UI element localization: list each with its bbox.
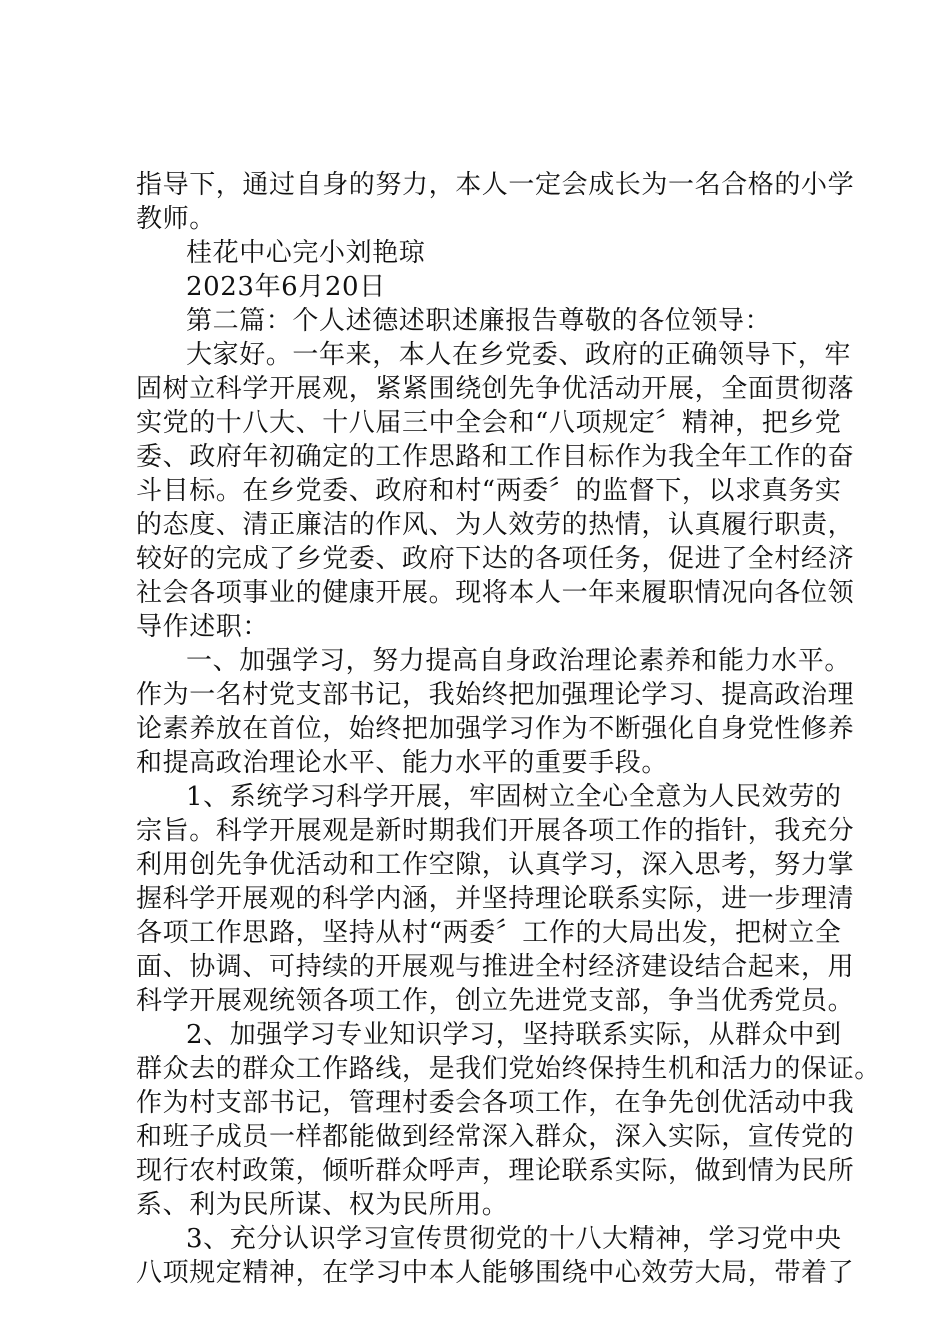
text-line: 宗旨。科学开展观是新时期我们开展各项工作的指针，我充分 [136, 816, 855, 846]
date-line: 2023年6月20日 [186, 272, 386, 302]
document-page-tail [136, 1222, 855, 1342]
text-line: 导作述职： [136, 612, 270, 642]
text-line: 斗目标。在乡党委、政府和村“两委〞的监督下，以求真务实 [136, 476, 842, 506]
text-line: 一、加强学习，努力提高自身政治理论素养和能力水平。 [186, 646, 852, 676]
text-line: 现行农村政策，倾听群众呼声，理论联系实际，做到情为民所 [136, 1156, 855, 1186]
text-line: 社会各项事业的健康开展。现将本人一年来履职情况向各位领 [136, 578, 855, 608]
text-line: 系、利为民所谋、权为民所用。 [136, 1190, 509, 1220]
document-page [136, 168, 881, 1220]
text-line: 八项规定精神，在学习中本人能够围绕中心效劳大局，带着了 [136, 1258, 855, 1288]
text-line: 委、政府年初确定的工作思路和工作目标作为我全年工作的奋 [136, 442, 855, 472]
text-line: 和提高政治理论水平、能力水平的重要手段。 [136, 748, 669, 778]
text-line: 作为村支部书记，管理村委会各项工作，在争先创优活动中我 [136, 1088, 855, 1118]
section-heading: 第二篇：个人述德述职述廉报告尊敬的各位领导： [186, 306, 772, 336]
text-line: 固树立科学开展观，紧紧围绕创先争优活动开展，全面贯彻落 [136, 374, 855, 404]
text-line: 的态度、清正廉洁的作风、为人效劳的热情，认真履行职责， [136, 510, 855, 540]
text-line: 利用创先争优活动和工作空隙，认真学习，深入思考，努力掌 [136, 850, 855, 880]
text-line: 和班子成员一样都能做到经常深入群众，深入实际，宣传党的 [136, 1122, 855, 1152]
text-line: 论素养放在首位，始终把加强学习作为不断强化自身党性修养 [136, 714, 855, 744]
text-line: 握科学开展观的科学内涵，并坚持理论联系实际，进一步理清 [136, 884, 855, 914]
text-line: 较好的完成了乡党委、政府下达的各项任务，促进了全村经济 [136, 544, 855, 574]
text-line: 作为一名村党支部书记，我始终把加强理论学习、提高政治理 [136, 680, 855, 710]
text-line: 2、加强学习专业知识学习，坚持联系实际，从群众中到 [186, 1020, 842, 1050]
text-line: 各项工作思路，坚持从村“两委〞工作的大局出发，把树立全 [136, 918, 842, 948]
signature-line: 桂花中心完小刘艳琼 [186, 238, 426, 268]
text-line: 教师。 [136, 204, 216, 234]
text-line: 指导下，通过自身的努力，本人一定会成长为一名合格的小学 [136, 170, 855, 200]
text-line: 1、系统学习科学开展，牢固树立全心全意为人民效劳的 [186, 782, 842, 812]
text-line: 科学开展观统领各项工作，创立先进党支部，争当优秀党员。 [136, 986, 855, 1016]
text-line: 实党的十八大、十八届三中全会和“八项规定〞精神，把乡党 [136, 408, 842, 438]
text-line: 面、协调、可持续的开展观与推进全村经济建设结合起来，用 [136, 952, 855, 982]
text-line: 3、充分认识学习宣传贯彻党的十八大精神，学习党中央 [186, 1224, 842, 1254]
text-line: 大家好。一年来，本人在乡党委、政府的正确领导下，牢 [186, 340, 852, 370]
text-line: 群众去的群众工作路线，是我们党始终保持生机和活力的保证。 [136, 1054, 881, 1084]
